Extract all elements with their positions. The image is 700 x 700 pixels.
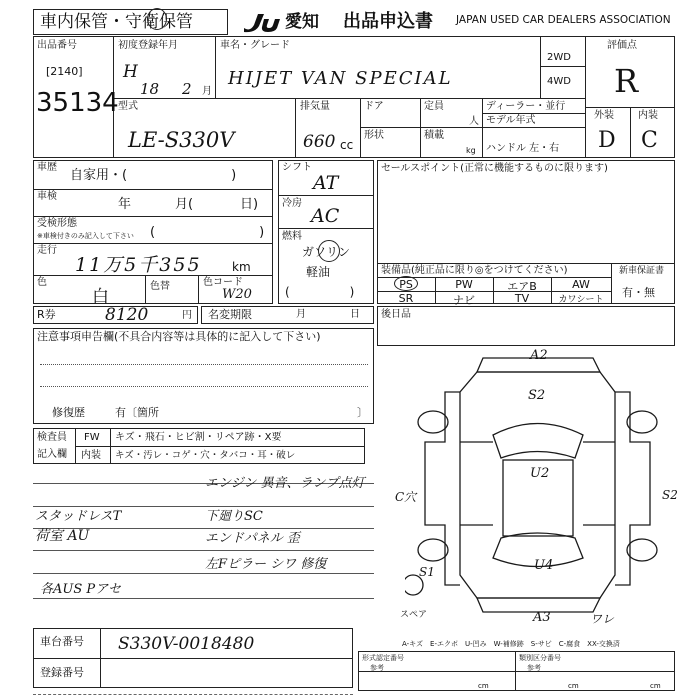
color-label: 色 xyxy=(37,277,47,288)
inspection-year: 年 xyxy=(118,197,132,212)
lot-small-number: [2140] xyxy=(46,65,83,78)
handle-label: ハンドル 左・右 xyxy=(486,143,560,154)
dealer-label: ディーラー・並行 xyxy=(486,101,566,112)
notes-label: 注意事項申告欄(不具合内容等は具体的に記入して下さい) xyxy=(37,330,321,343)
color-code: W20 xyxy=(222,287,252,302)
rear-label: 後日品 xyxy=(381,309,411,320)
ref-label-1: 参考 xyxy=(370,664,384,672)
exterior-score: D xyxy=(598,128,616,153)
sales-point-label: セールスポイント(正常に機能するものに限ります) xyxy=(381,163,608,174)
color-change-label: 色替 xyxy=(150,281,170,292)
model-year-label: モデル年式 xyxy=(486,115,536,126)
model-value: LE-S330V xyxy=(128,128,235,152)
shift-label: シフト xyxy=(282,162,312,173)
mark-a3: A3 xyxy=(533,610,551,625)
chassis-value: S330V-0018480 xyxy=(118,634,255,654)
displacement-label: 排気量 xyxy=(300,101,330,112)
registration-label: 初度登録年月 xyxy=(118,40,178,51)
exterior-label: 外装 xyxy=(594,110,614,121)
fuel-diesel: 軽油 xyxy=(306,265,331,279)
mark-s2-top: S2 xyxy=(528,388,546,403)
load-unit: kg xyxy=(466,146,476,155)
mileage-value: 11万5千355 xyxy=(75,254,202,276)
inspector-note-2: 下廻りSC xyxy=(205,509,263,524)
reception-label: 受検形態 xyxy=(37,218,77,229)
equip-ps: PS xyxy=(399,278,413,291)
fuel-paren: ( ) xyxy=(285,285,355,299)
left-note-3: 各AUS Pアセ xyxy=(40,582,121,597)
recycle-label: R券 xyxy=(37,308,56,321)
score-label: 評価点 xyxy=(607,40,637,51)
ref-unit-2: cm xyxy=(568,682,579,690)
displacement-value: 660 xyxy=(303,132,336,152)
mark-crack: ワレ xyxy=(590,612,615,626)
recycle-unit: 円 xyxy=(182,310,192,321)
reception-paren: ( ) xyxy=(150,225,265,240)
reception-note: ※車検付きのみ記入して下さい xyxy=(37,232,134,240)
color-value: 白 xyxy=(92,287,109,307)
load-label: 積載 xyxy=(424,130,444,141)
mark-a2: A2 xyxy=(530,348,548,363)
equip-sr: SR xyxy=(398,292,414,305)
ref-cert-label: 形式認定番号 xyxy=(362,654,404,662)
transfer-day: 日 xyxy=(350,309,360,320)
history-value: 自家用・( ) xyxy=(70,168,237,183)
mileage-unit: km xyxy=(232,260,251,274)
org-name: 愛知 xyxy=(285,12,319,32)
mark-s2-right: S2 xyxy=(662,488,678,502)
ref-label-2: 参考 xyxy=(527,664,541,672)
model-label: 型式 xyxy=(118,101,138,112)
ref-unit-1: cm xyxy=(478,682,489,690)
fuel-circle-mark xyxy=(318,240,340,262)
registration-month: 2 xyxy=(182,80,192,98)
lot-number: 35134 xyxy=(36,88,119,118)
doors-label: ドア xyxy=(364,101,384,112)
recycle-value: 8120 xyxy=(105,305,149,325)
lot-label: 出品番号 xyxy=(37,40,77,51)
interior-score: C xyxy=(641,128,658,153)
inspector-fw-label: FW xyxy=(84,432,100,443)
equip-aw: AW xyxy=(572,278,590,291)
registration-month-unit: 月 xyxy=(202,86,212,97)
repair-close: 〕 xyxy=(357,406,368,419)
form-subtitle: JAPAN USED CAR DEALERS ASSOCIATION xyxy=(456,14,671,26)
damage-legend: A-キズ E-エクボ U-凹み W-補修跡 S-サビ C-腐食 XX-交換済 xyxy=(402,640,620,648)
car-name-value: HIJET VAN SPECIAL xyxy=(228,68,453,89)
inspector-note-4: 左Fピラー シワ 修復 xyxy=(205,557,327,572)
mileage-label: 走行 xyxy=(37,245,57,256)
equip-pw: PW xyxy=(455,278,473,291)
inspector-note-1: エンジン 異音、ランプ点灯 xyxy=(205,476,365,491)
equip-leather: カワシート xyxy=(558,295,604,305)
inspector-label-1: 検査員 xyxy=(37,432,67,443)
shape-label: 形状 xyxy=(364,130,384,141)
drive-4wd: 4WD xyxy=(547,76,571,87)
inspector-in-row: キズ・汚レ・コゲ・穴・タバコ・耳・破レ xyxy=(115,450,296,461)
aircon-label: 冷房 xyxy=(282,198,302,209)
inspector-note-3: エンドパネル 歪 xyxy=(205,531,300,546)
equipment-label: 装備品(純正品に限り◎をつけてください) xyxy=(381,265,568,276)
equip-navi: ナビ xyxy=(453,294,475,307)
mark-s1: S1 xyxy=(419,565,435,579)
score-value: R xyxy=(614,62,639,100)
equip-airbag: エアB xyxy=(507,280,537,293)
transfer-month: 月 xyxy=(296,309,306,320)
ref-class-label: 類別区分番号 xyxy=(519,654,561,662)
drive-2wd: 2WD xyxy=(547,52,571,63)
left-note-2: 荷室 AU xyxy=(35,528,90,544)
color-code-label: 色コード xyxy=(203,277,243,288)
storage-label: 車内保管・守衛保管 xyxy=(40,12,193,32)
reg-label: 登録番号 xyxy=(40,666,84,679)
aircon-value: AC xyxy=(311,205,340,227)
equip-tv: TV xyxy=(514,292,530,305)
equip-ps-circle xyxy=(394,276,418,291)
car-name-label: 車名・グレード xyxy=(220,40,290,51)
ju-logo xyxy=(240,11,282,33)
shift-value: AT xyxy=(313,172,339,194)
inspector-label-2: 記入欄 xyxy=(37,449,67,460)
interior-label: 内装 xyxy=(638,110,658,121)
registration-year: 18 xyxy=(140,80,160,98)
repair-label: 修復歴 xyxy=(52,406,85,419)
fuel-gasoline: ガソリン xyxy=(302,245,351,259)
chassis-label: 車台番号 xyxy=(40,635,84,648)
ref-unit-3: cm xyxy=(650,682,661,690)
new-warranty-label: 新車保証書 xyxy=(619,266,665,276)
capacity-unit: 人 xyxy=(469,116,479,127)
inspector-fw-row: キズ・飛石・ヒビ割・リペア跡・X要 xyxy=(115,432,282,443)
rear-box xyxy=(377,306,675,346)
inspector-in-label: 内装 xyxy=(81,450,101,461)
displacement-unit: cc xyxy=(340,138,354,152)
left-note-1: スタッドレスT xyxy=(35,509,122,524)
mark-c-hole: C穴 xyxy=(395,490,417,504)
history-label: 車歴 xyxy=(37,162,57,173)
inspection-label: 車検 xyxy=(37,191,57,202)
mark-u4: U4 xyxy=(534,558,554,573)
registration-era: H xyxy=(123,62,138,82)
new-warranty-value: 有・無 xyxy=(622,286,655,299)
fuel-label: 燃料 xyxy=(282,231,302,242)
spare-label: スペア xyxy=(400,610,428,620)
circle-mark xyxy=(147,8,167,30)
mark-u2: U2 xyxy=(530,466,550,481)
transfer-label: 名変期限 xyxy=(208,308,252,321)
repair-value: 有〔箇所 xyxy=(115,406,159,419)
form-title: 出品申込書 xyxy=(343,11,433,32)
capacity-label: 定員 xyxy=(424,101,444,112)
inspection-day: 日) xyxy=(240,197,259,212)
inspection-month: 月( xyxy=(175,197,194,212)
